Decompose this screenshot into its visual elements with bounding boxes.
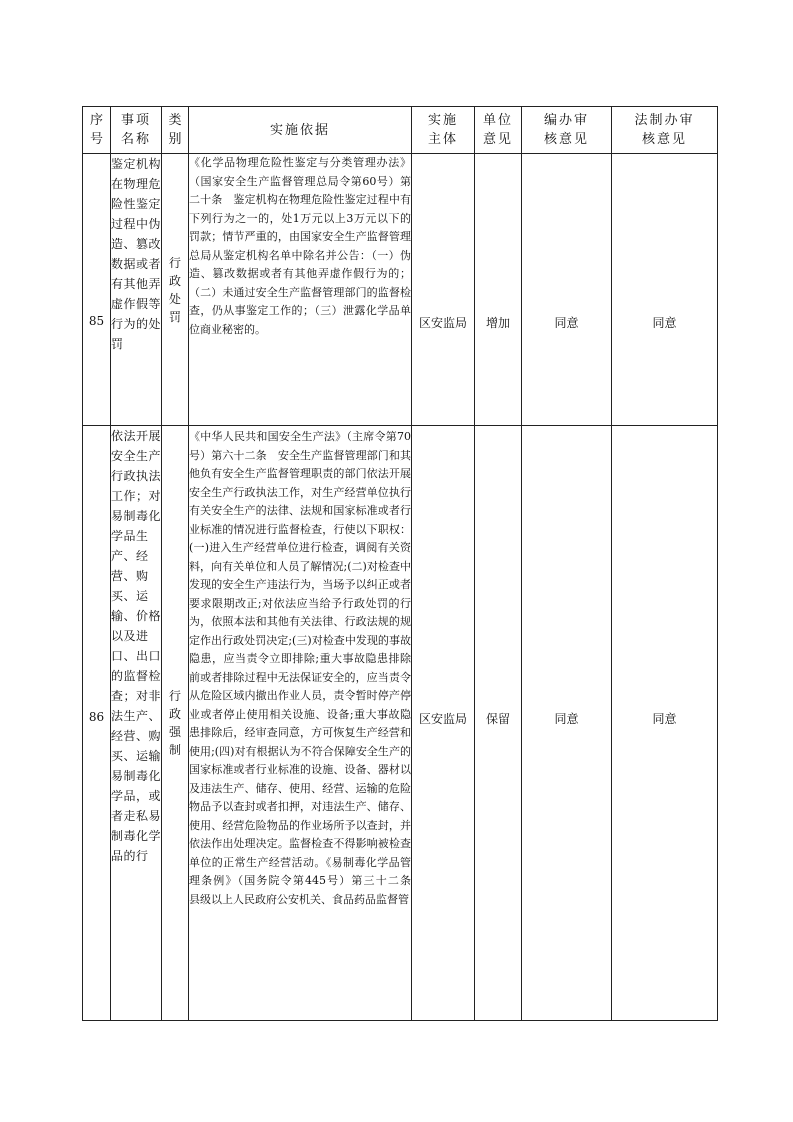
header-subject: 实施主体 — [412, 107, 475, 154]
approval-table — [82, 106, 718, 1021]
row-unit-opinion: 保留 — [475, 426, 522, 1021]
row-legal-opinion: 同意 — [612, 426, 718, 1021]
header-basis: 实施依据 — [189, 107, 412, 154]
row-unit-opinion: 增加 — [475, 154, 522, 426]
header-category: 类别 — [162, 107, 189, 154]
row-basis: 《化学品物理危险性鉴定与分类管理办法》（国家安全生产监督管理总局令第60号）第二十条 鉴定机构在物理危险性鉴定过程中有下列行为之一的，处1万元以上3万元以下的罚款；情节严重的，由国家安全生产监督管理总局从鉴定机构名单中除名并公告：（一）伪造、篡改数据或者有其他弄虚作假行为的；（二）未通过安全生产监督管理部门的监督检查，仍从事鉴定工作的；（三）泄露化学品单位商业秘密的。 — [189, 154, 412, 426]
row-staff-opinion: 同意 — [522, 426, 612, 1021]
row-category: 行政强制 — [162, 426, 189, 1021]
row-basis-cell — [189, 426, 422, 1021]
row-legal-opinion: 同意 — [612, 154, 718, 426]
row-seq: 85 — [83, 154, 111, 426]
table-row — [83, 154, 718, 426]
header-row — [83, 107, 718, 154]
row-staff-opinion: 同意 — [522, 154, 612, 426]
header-staff-opinion: 编办审核意见 — [522, 107, 612, 154]
header-seq: 序号 — [83, 107, 111, 154]
row-category: 行政处罚 — [162, 154, 189, 426]
table-row — [83, 426, 718, 1021]
header-legal-opinion: 法制办审核意见 — [612, 107, 718, 154]
row-basis: 《中华人民共和国安全生产法》（主席令第70号）第六十二条 安全生产监督管理部门和其他负有安全生产监督管理职责的部门依法开展安全生产行政执法工作，对生产经营单位执行有关安全生产的法律、法规和国家标准或者行业标准的情况进行监督检查，行使以下职权：(一)进入生产经营单位进行检查，调阅有关资料，向有关单位和人员了解情况;(二)对检查中发现的安全生产违法行为，当场予以纠正或者要求限期改正;对依法应当给予行政处罚的行为，依照本法和其他有关法律、行政法规的规定作出行政处罚决定;(三)对检查中发现的事故隐患，应当责令立即排除;重大事故隐患排除前或者排除过程中无法保证安全的，应当责令从危险区域内撤出作业人员，责令暂时停产停业或者停止使用相关设施、设备;重大事故隐患排除后，经审查同意，方可恢复生产经营和使用;(四)对有根据认为不符合保障安全生产的国家标准或者行业标准的设施、设备、器材以及违法生产、储存、使用、经营、运输的危险物品予以查封或者扣押，对违法生产、储存、使用、经营危险物品的作业场所予以查封，并依法作出处理决定。监督检查不得影响被检查单位的正常生产经营活动。《易制毒化学品管理条例》（国务院令第445号）第三十二条 县级以上人民政府公安机关、食品药品监督管 — [189, 430, 422, 906]
row-subject: 区安监局 — [412, 154, 475, 426]
row-subject: 区安监局 — [412, 426, 475, 1021]
header-unit-opinion: 单位意见 — [475, 107, 522, 154]
row-item-name: 鉴定机构在物理危险性鉴定过程中伪造、篡改数据或者有其他弄虚作假等行为的处罚 — [111, 154, 162, 426]
row-item-name: 依法开展安全生产行政执法工作；对易制毒化学品生产、经营、购买、运输、价格以及进口、出口的监督检查；对非法生产、经营、购买、运输易制毒化学品，或者走私易制毒化学品的行 — [111, 426, 162, 1021]
row-seq: 86 — [83, 426, 111, 1021]
header-item: 事项名称 — [111, 107, 162, 154]
